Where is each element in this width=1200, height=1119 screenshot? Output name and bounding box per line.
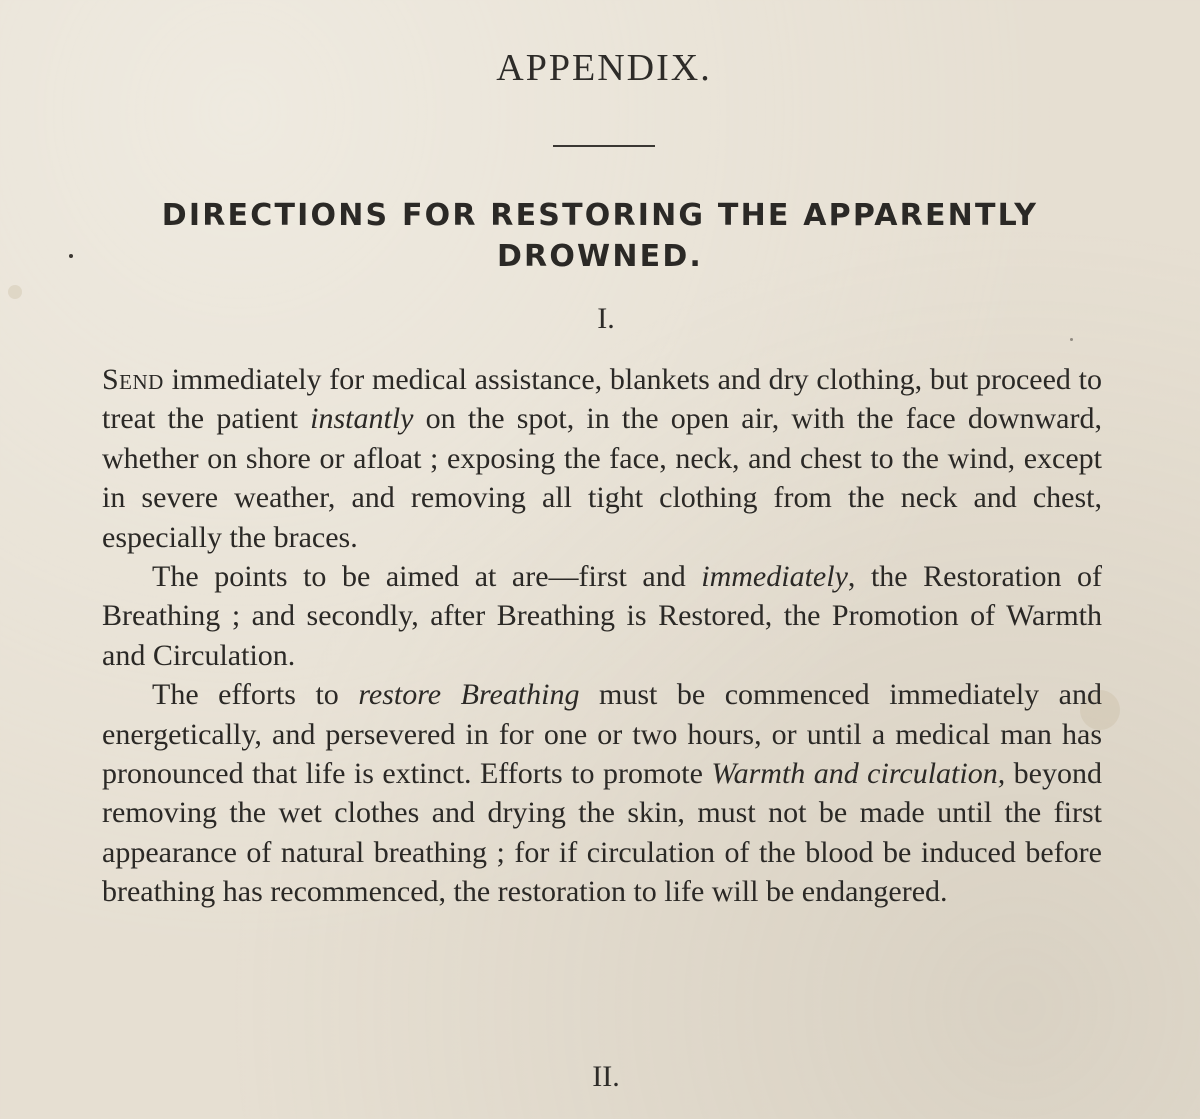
emphasis-text: immediately	[701, 560, 848, 594]
section-numeral-1: I.	[597, 302, 615, 335]
paragraph-1	[102, 360, 1102, 557]
section-heading: DIRECTIONS FOR RESTORING THE APPARENTLY DROWNED.	[161, 198, 1039, 274]
paragraph-lead-word: Send	[102, 363, 164, 396]
paragraph-3	[102, 675, 1102, 911]
paragraph-text: , the Restoration of Breathing ; and secondly, after Breathing is Restored, the Promotion of Warmth and Circulation.	[102, 560, 1102, 672]
emphasis-text: instantly	[310, 402, 414, 436]
emphasis-text: restore Breathing	[358, 678, 580, 712]
paragraph-text: must be commenced immediately and energetically, and persevered in for one or two hours, or until a medical man has pronounced that life is extinct. Efforts to promote	[102, 678, 1103, 791]
section-numeral-2: II.	[592, 1060, 620, 1093]
ink-speck	[1070, 338, 1073, 341]
paragraph-text: immediately for medical assistance, blankets and dry clothing, but proceed to treat the patient	[102, 363, 1102, 436]
appendix-title: APPENDIX.	[496, 47, 712, 89]
paragraph-text: on the spot, in the open air, with the face downward, whether on shore or afloat ; exposing the face, neck, and chest to the wind, except in severe weather, and removing all tight clothing from the neck and chest, especially the braces.	[102, 402, 1102, 554]
emphasis-text: Warmth and circulation,	[711, 757, 1006, 791]
body-text	[102, 360, 1102, 912]
ink-speck	[69, 254, 73, 258]
paragraph-text: The efforts to	[152, 678, 359, 712]
paragraph-2	[102, 557, 1102, 675]
paragraph-text: beyond removing the wet clothes and drying the skin, must not be made until the first appearance of natural breathing ; for if circulation of the blood be induced before breathing has recommenced, the restoration to life will be endangered.	[102, 757, 1102, 909]
paper-stain	[8, 285, 22, 299]
paragraph-text: The points to be aimed at are—first and	[152, 560, 702, 594]
decorative-rule	[553, 145, 655, 147]
